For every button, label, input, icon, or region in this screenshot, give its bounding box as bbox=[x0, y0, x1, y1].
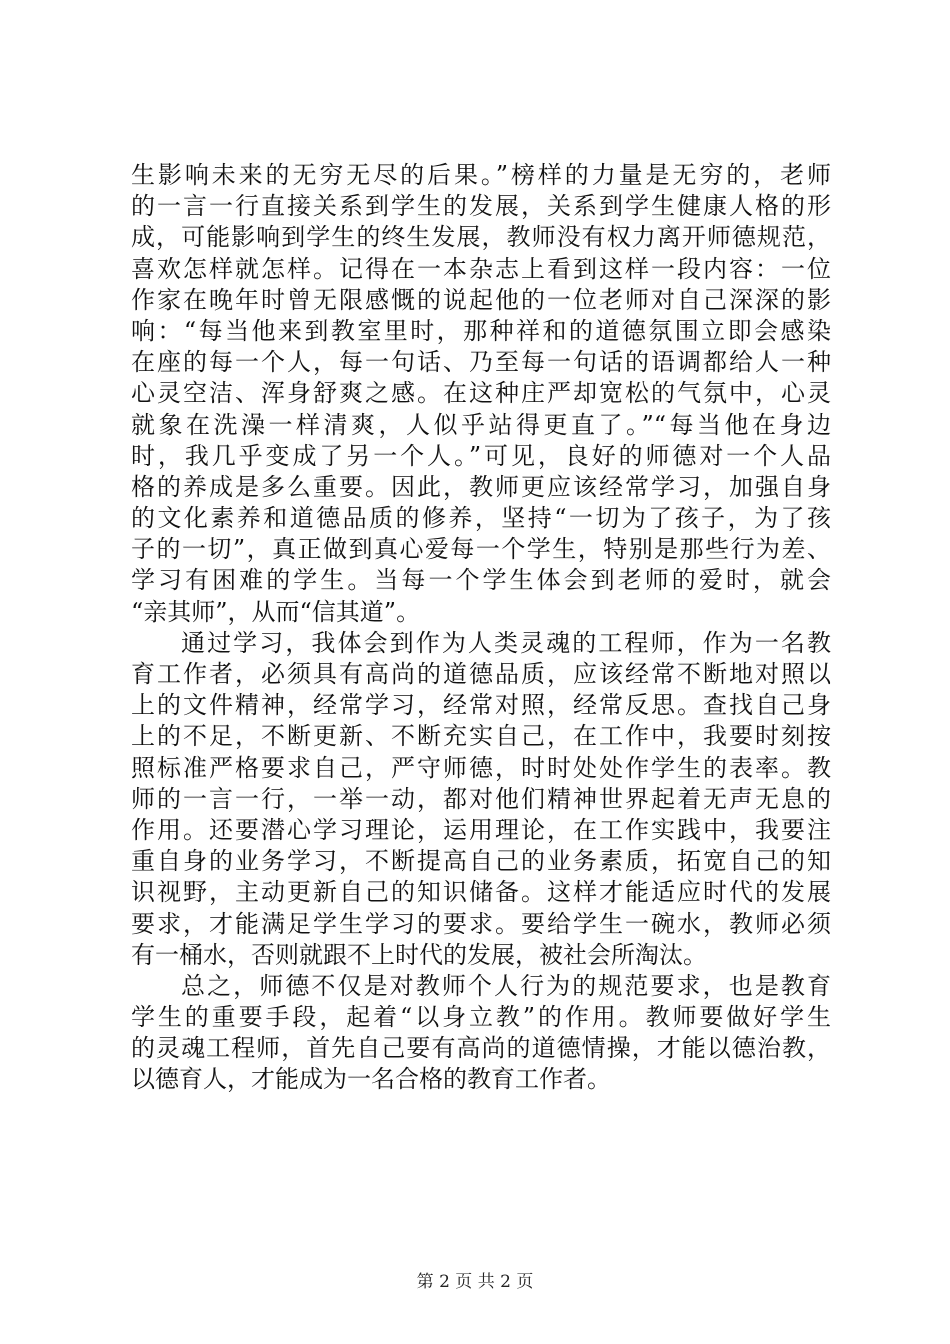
text-line: 有一桶水，否则就跟不上时代的发展，被社会所淘汰。 bbox=[131, 940, 707, 969]
text-line: 子的一切”，真正做到真心爱每一个学生，特别是那些行为差、 bbox=[131, 535, 831, 564]
text-line: 育工作者，必须具有高尚的道德品质，应该经常不断地对照以 bbox=[131, 660, 831, 688]
text-line: 在座的每一个人，每一句话、乃至每一句话的语调都给人一种 bbox=[131, 348, 831, 377]
text-line: 时，我几乎变成了另一个人。”可见，良好的师德对一个人品 bbox=[131, 441, 831, 470]
text-line: 师的一言一行，一举一动，都对他们精神世界起着无声无息的 bbox=[131, 784, 831, 813]
text-line: 格的养成是多么重要。因此，教师更应该经常学习，加强自身 bbox=[131, 472, 831, 501]
text-line: 作用。还要潜心学习理论，运用理论，在工作实践中，我要注 bbox=[131, 815, 831, 844]
text-line: 学习有困难的学生。当每一个学生体会到老师的爱时，就会 bbox=[131, 566, 831, 595]
text-line: 心灵空洁、浑身舒爽之感。在这种庄严却宽松的气氛中，心灵 bbox=[131, 379, 831, 408]
text-line: 识视野，主动更新自己的知识储备。这样才能适应时代的发展 bbox=[131, 878, 831, 907]
text-line: 要求，才能满足学生学习的要求。要给学生一碗水，教师必须 bbox=[131, 909, 831, 938]
text-line: 上的文件精神，经常学习，经常对照，经常反思。查找自己身 bbox=[131, 691, 831, 720]
text-line: 就象在洗澡一样清爽，人似乎站得更直了。”“每当他在身边 bbox=[131, 410, 831, 439]
page-number-footer: 第 2 页 共 2 页 bbox=[416, 1272, 534, 1292]
text-line: 照标准严格要求自己，严守师德，时时处处作学生的表率。教 bbox=[131, 753, 831, 782]
text-line: 生影响未来的无穷无尽的后果。”榜样的力量是无穷的，老师 bbox=[131, 161, 831, 189]
paragraph-first-line: 总之，师德不仅是对教师个人行为的规范要求，也是教育 bbox=[181, 971, 831, 1000]
text-line: 学生的重要手段，起着“以身立教”的作用。教师要做好学生 bbox=[131, 1003, 831, 1032]
text-line: 上的不足，不断更新、不断充实自己，在工作中，我要时刻按 bbox=[131, 722, 831, 751]
text-line: 喜欢怎样就怎样。记得在一本杂志上看到这样一段内容：一位 bbox=[131, 254, 831, 283]
text-line: 成，可能影响到学生的终生发展，教师没有权力离开师德规范， bbox=[131, 223, 831, 252]
document-body bbox=[131, 160, 831, 1096]
text-line: “亲其师”，从而“信其道”。 bbox=[131, 597, 421, 626]
paragraph-first-line: 通过学习，我体会到作为人类灵魂的工程师，作为一名教 bbox=[181, 628, 831, 657]
text-line: 作家在晚年时曾无限感慨的说起他的一位老师对自己深深的影 bbox=[131, 285, 831, 314]
text-line: 的一言一行直接关系到学生的发展，关系到学生健康人格的形 bbox=[131, 192, 831, 221]
text-line: 以德育人，才能成为一名合格的教育工作者。 bbox=[131, 1065, 611, 1094]
text-line: 的灵魂工程师，首先自己要有高尚的道德情操，才能以德治教， bbox=[131, 1034, 831, 1063]
text-line: 响：“每当他来到教室里时，那种祥和的道德氛围立即会感染 bbox=[131, 316, 831, 345]
text-line: 的文化素养和道德品质的修养，坚持“一切为了孩子，为了孩 bbox=[131, 504, 831, 533]
text-line: 重自身的业务学习，不断提高自己的业务素质，拓宽自己的知 bbox=[131, 847, 831, 876]
